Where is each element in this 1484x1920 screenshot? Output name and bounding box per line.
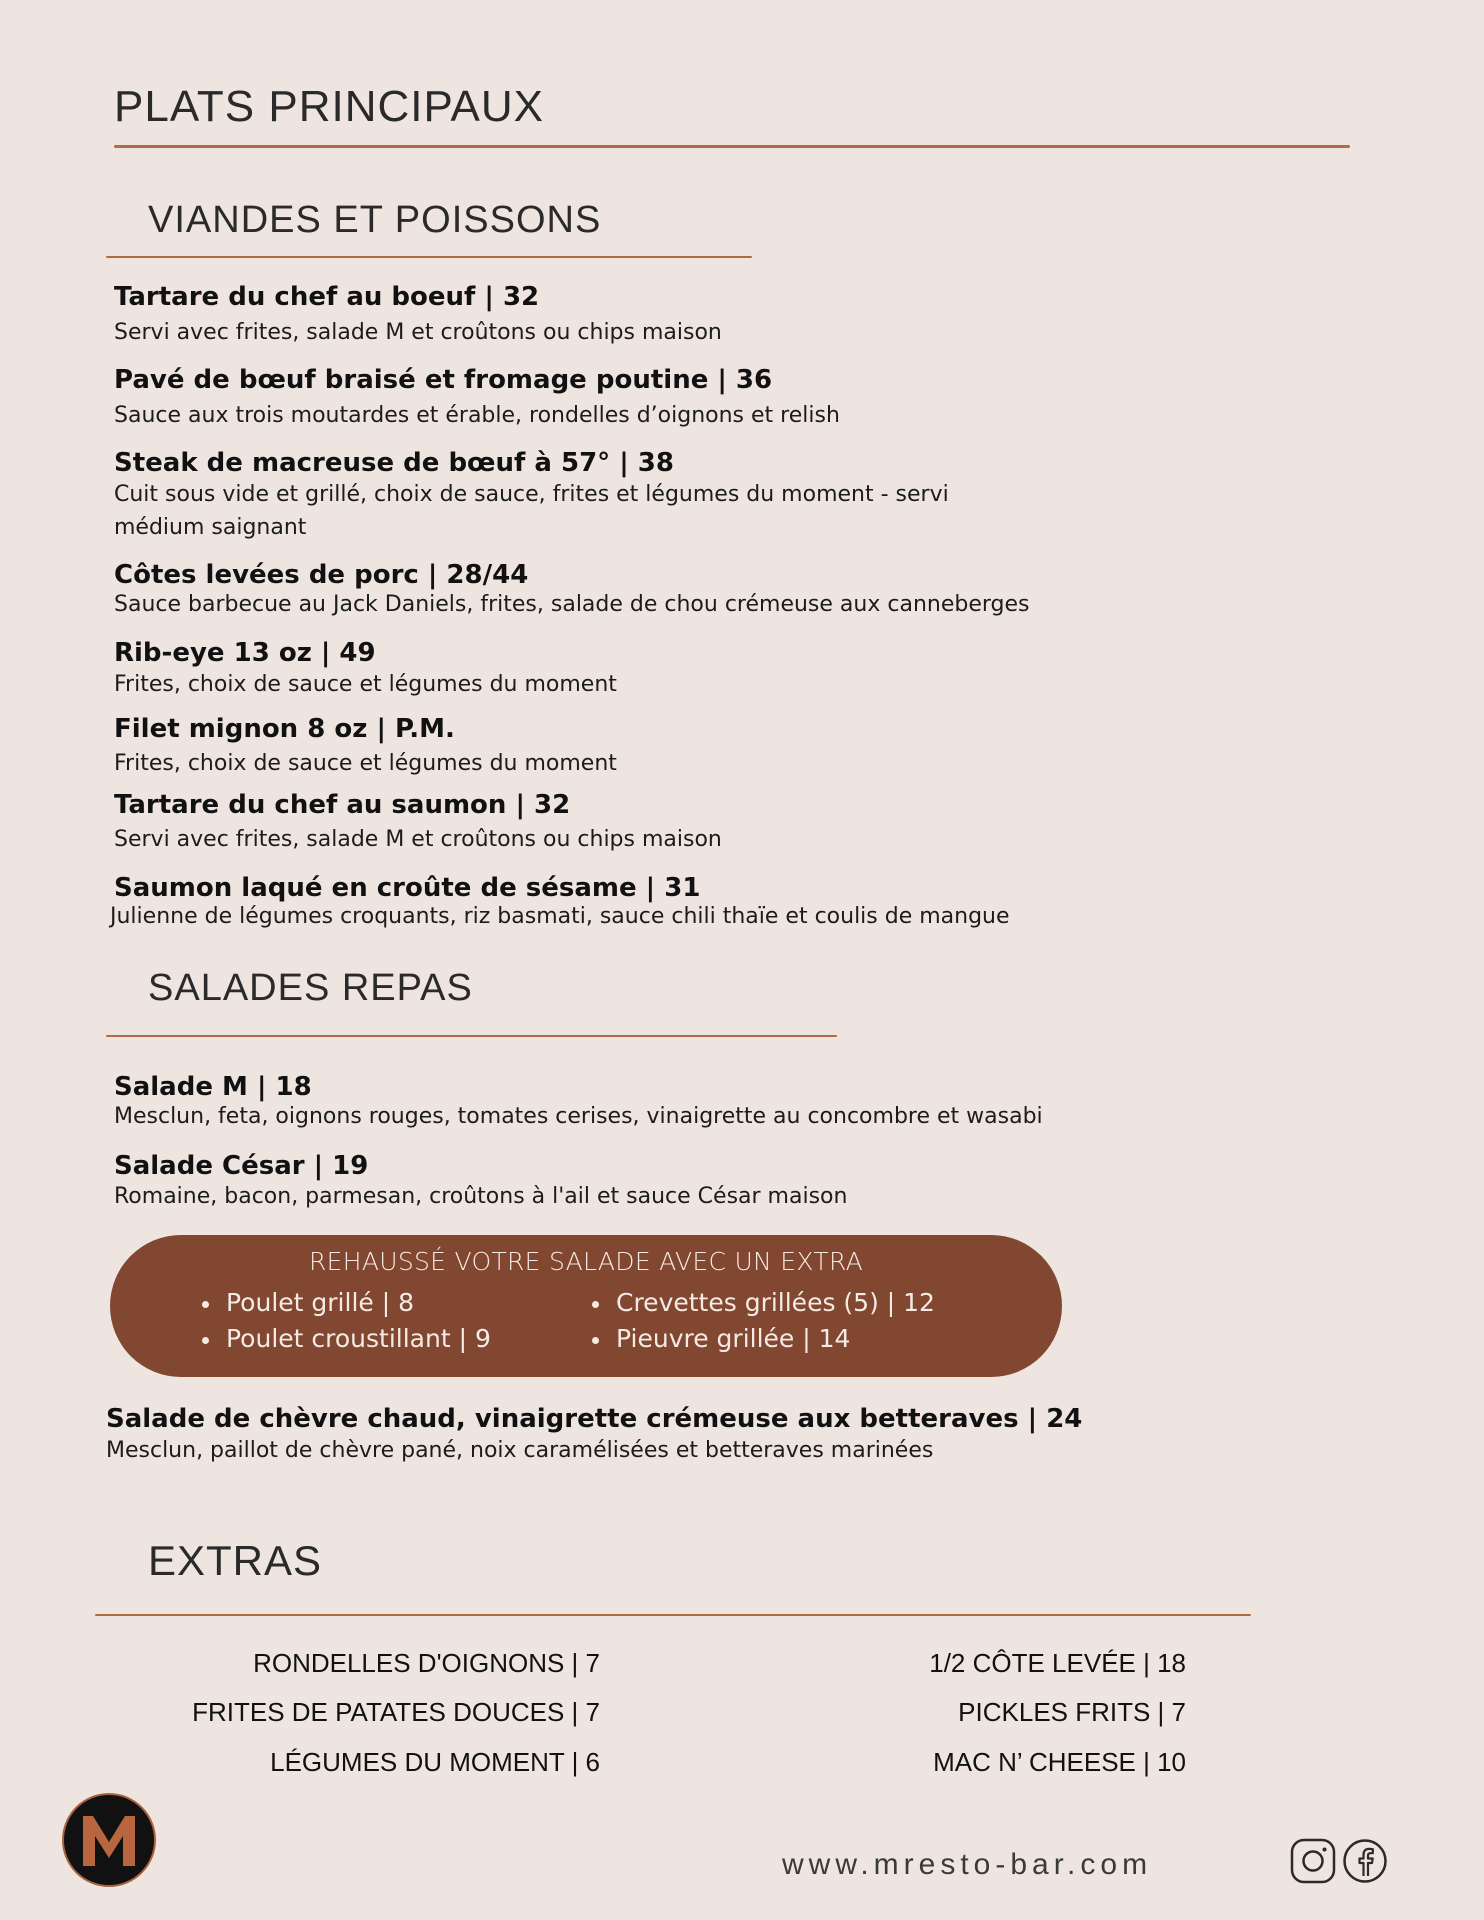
salad-extra-list-left <box>198 1285 491 1357</box>
website-link[interactable]: www.mresto-bar.com <box>782 1848 1153 1881</box>
extra-item: PICKLES FRITS | 7 <box>958 1697 1186 1727</box>
list-item: Poulet grillé | 8 <box>198 1285 491 1321</box>
facebook-icon[interactable] <box>1342 1838 1388 1884</box>
menu-item-desc: Mesclun, feta, oignons rouges, tomates cerises, vinaigrette au concombre et wasabi <box>114 1104 1043 1129</box>
extra-item: RONDELLES D'OIGNONS | 7 <box>253 1648 600 1678</box>
salad-extra-title: REHAUSSÉ VOTRE SALADE AVEC UN EXTRA <box>308 1247 864 1276</box>
menu-item-name: Salade de chèvre chaud, vinaigrette crémeuse aux betteraves | 24 <box>106 1404 1083 1434</box>
section-title-extras: EXTRAS <box>148 1537 323 1584</box>
menu-item-desc: Julienne de légumes croquants, riz basmati, sauce chili thaïe et coulis de mangue <box>110 904 1010 929</box>
title-divider <box>114 145 1350 148</box>
page-title: PLATS PRINCIPAUX <box>114 82 545 131</box>
salad-extra-box <box>110 1235 1062 1377</box>
logo-m-icon <box>79 1812 139 1868</box>
menu-item-desc: Frites, choix de sauce et légumes du moment <box>114 672 617 697</box>
section-title-viandes: VIANDES ET POISSONS <box>148 199 602 241</box>
list-item: Poulet croustillant | 9 <box>198 1321 491 1357</box>
menu-item-name: Côtes levées de porc | 28/44 <box>114 560 529 590</box>
menu-item-name: Tartare du chef au boeuf | 32 <box>114 282 540 312</box>
extra-item: FRITES DE PATATES DOUCES | 7 <box>192 1697 600 1727</box>
extra-item: 1/2 CÔTE LEVÉE | 18 <box>929 1648 1186 1678</box>
menu-item-desc: Romaine, bacon, parmesan, croûtons à l'ail et sauce César maison <box>114 1184 848 1209</box>
menu-item-name: Saumon laqué en croûte de sésame | 31 <box>114 873 701 903</box>
restaurant-logo <box>62 1793 156 1887</box>
section-divider-viandes <box>106 256 752 258</box>
menu-item-name: Pavé de bœuf braisé et fromage poutine | 36 <box>114 365 773 395</box>
menu-item-desc: Sauce aux trois moutardes et érable, rondelles d’oignons et relish <box>114 403 840 428</box>
menu-item-name: Rib-eye 13 oz | 49 <box>114 638 376 668</box>
menu-item-desc: Sauce barbecue au Jack Daniels, frites, salade de chou crémeuse aux canneberges <box>114 592 1030 617</box>
menu-item-name: Salade César | 19 <box>114 1151 369 1181</box>
section-divider-salades <box>106 1035 837 1037</box>
menu-item-desc: Servi avec frites, salade M et croûtons ou chips maison <box>114 320 722 345</box>
menu-item-desc: Servi avec frites, salade M et croûtons ou chips maison <box>114 827 722 852</box>
menu-item-desc: Cuit sous vide et grillé, choix de sauce, frites et légumes du moment - servi médium saignant <box>114 482 949 540</box>
menu-item-name: Steak de macreuse de bœuf à 57° | 38 <box>114 448 674 478</box>
instagram-icon[interactable] <box>1290 1838 1336 1884</box>
list-item: Crevettes grillées (5) | 12 <box>588 1285 935 1321</box>
section-divider-extras <box>95 1614 1251 1616</box>
menu-item-name: Tartare du chef au saumon | 32 <box>114 790 571 820</box>
menu-item-name: Filet mignon 8 oz | P.M. <box>114 714 455 744</box>
menu-item-desc: Frites, choix de sauce et légumes du moment <box>114 751 617 776</box>
list-item: Pieuvre grillée | 14 <box>588 1321 935 1357</box>
salad-extra-list-right <box>588 1285 935 1357</box>
menu-item-desc: Mesclun, paillot de chèvre pané, noix caramélisées et betteraves marinées <box>106 1438 934 1463</box>
section-title-salades: SALADES REPAS <box>148 967 473 1009</box>
extra-item: LÉGUMES DU MOMENT | 6 <box>270 1747 600 1777</box>
menu-item-name: Salade M | 18 <box>114 1072 312 1102</box>
extra-item: MAC N’ CHEESE | 10 <box>933 1747 1186 1777</box>
